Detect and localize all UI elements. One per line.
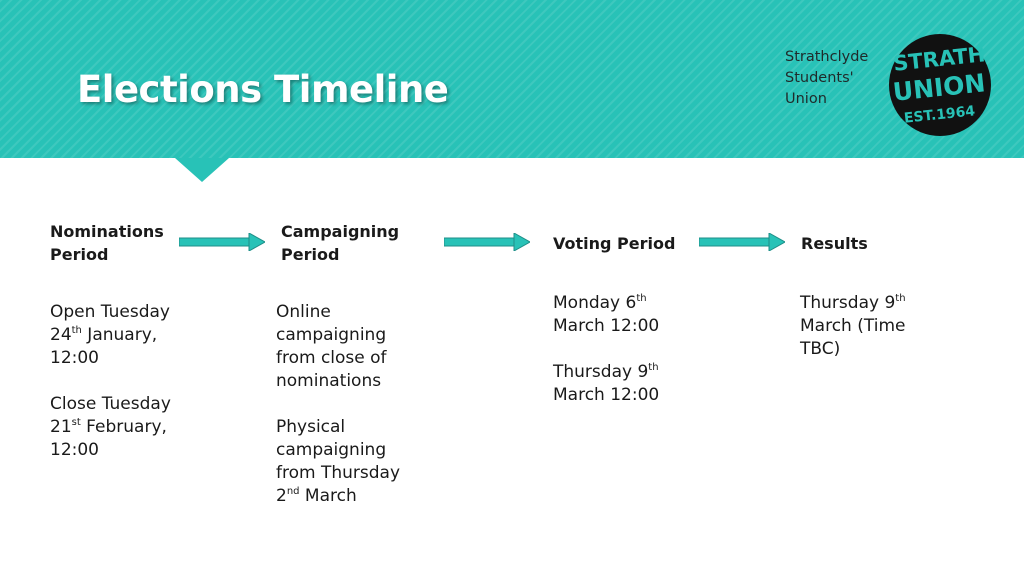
- detail-text: March 12:00: [553, 316, 660, 336]
- detail-line: [276, 347, 400, 370]
- stage-heading-line: Results: [801, 234, 868, 253]
- detail-line: [276, 370, 400, 393]
- stage-heading-line: Voting Period: [553, 234, 676, 253]
- stage-heading-line: Nominations: [50, 222, 164, 241]
- stage-heading-campaigning: [281, 220, 399, 266]
- stage-details-voting: [553, 292, 659, 407]
- detail-text: TBC): [800, 339, 841, 359]
- stage-heading-nominations: [50, 220, 164, 266]
- detail-text: 24: [50, 325, 72, 345]
- detail-text: 12:00: [50, 440, 99, 460]
- detail-text: Thursday 9: [553, 362, 649, 382]
- header-notch: [175, 150, 229, 182]
- ordinal-suffix: th: [648, 362, 659, 373]
- detail-text: March 12:00: [553, 385, 660, 405]
- detail-line: [50, 347, 171, 370]
- detail-text: Close Tuesday: [50, 394, 171, 414]
- stage-details-results: [800, 292, 906, 361]
- detail-text: March: [299, 486, 357, 506]
- detail-text: Thursday 9: [800, 293, 896, 313]
- detail-line: [276, 462, 400, 485]
- union-name-line: Strathclyde: [785, 49, 869, 65]
- detail-line: [50, 439, 171, 462]
- detail-line: [553, 361, 659, 384]
- logo-badge-line-3: EST.1964: [903, 103, 976, 127]
- detail-text: Physical: [276, 417, 346, 437]
- strath-union-logo: [886, 31, 994, 139]
- logo-badge-line-2: UNION: [891, 68, 987, 107]
- detail-line: [800, 292, 906, 315]
- detail-text: from Thursday: [276, 463, 401, 483]
- detail-text: campaigning: [276, 325, 387, 345]
- logo-badge-line-1: STRATH: [892, 42, 987, 76]
- ordinal-suffix: th: [895, 293, 906, 304]
- page-title: Elections Timeline: [77, 68, 449, 111]
- ordinal-suffix: st: [71, 417, 81, 428]
- detail-text: Open Tuesday: [50, 302, 170, 322]
- detail-text: Monday 6: [553, 293, 637, 313]
- arrow-right-icon: [444, 233, 530, 251]
- union-name-line: Students': [785, 70, 854, 86]
- ordinal-suffix: th: [636, 293, 647, 304]
- union-name-line: Union: [785, 91, 827, 107]
- detail-text: nominations: [276, 371, 382, 391]
- detail-text: 12:00: [50, 348, 99, 368]
- detail-line: [276, 485, 400, 508]
- detail-text: 2: [276, 486, 287, 506]
- ordinal-suffix: nd: [286, 486, 300, 497]
- stage-heading-voting: [553, 232, 675, 255]
- detail-text: from close of: [276, 348, 387, 368]
- stage-details-campaigning: [276, 301, 400, 508]
- stage-heading-line: Period: [50, 245, 109, 264]
- detail-text: February,: [80, 417, 167, 437]
- line-gap: [276, 393, 400, 416]
- line-gap: [553, 338, 659, 361]
- detail-line: [50, 416, 171, 439]
- arrow-right-icon: [699, 233, 785, 251]
- detail-line: [553, 384, 659, 407]
- detail-text: March (Time: [800, 316, 906, 336]
- detail-text: Online: [276, 302, 331, 322]
- detail-text: January,: [81, 325, 158, 345]
- detail-line: [553, 315, 659, 338]
- stage-heading-results: [801, 232, 868, 255]
- detail-text: campaigning: [276, 440, 387, 460]
- union-name: [785, 47, 868, 110]
- detail-line: [553, 292, 659, 315]
- stage-details-nominations: [50, 301, 171, 462]
- line-gap: [50, 370, 171, 393]
- detail-line: [50, 301, 171, 324]
- detail-line: [800, 315, 906, 338]
- stage-heading-line: Campaigning: [281, 222, 400, 241]
- detail-line: [50, 393, 171, 416]
- detail-text: 21: [50, 417, 72, 437]
- detail-line: [276, 324, 400, 347]
- detail-line: [800, 338, 906, 361]
- arrow-right-icon: [179, 233, 265, 251]
- detail-line: [276, 301, 400, 324]
- detail-line: [50, 324, 171, 347]
- stage-heading-line: Period: [281, 245, 340, 264]
- detail-line: [276, 416, 400, 439]
- detail-line: [276, 439, 400, 462]
- ordinal-suffix: th: [71, 325, 82, 336]
